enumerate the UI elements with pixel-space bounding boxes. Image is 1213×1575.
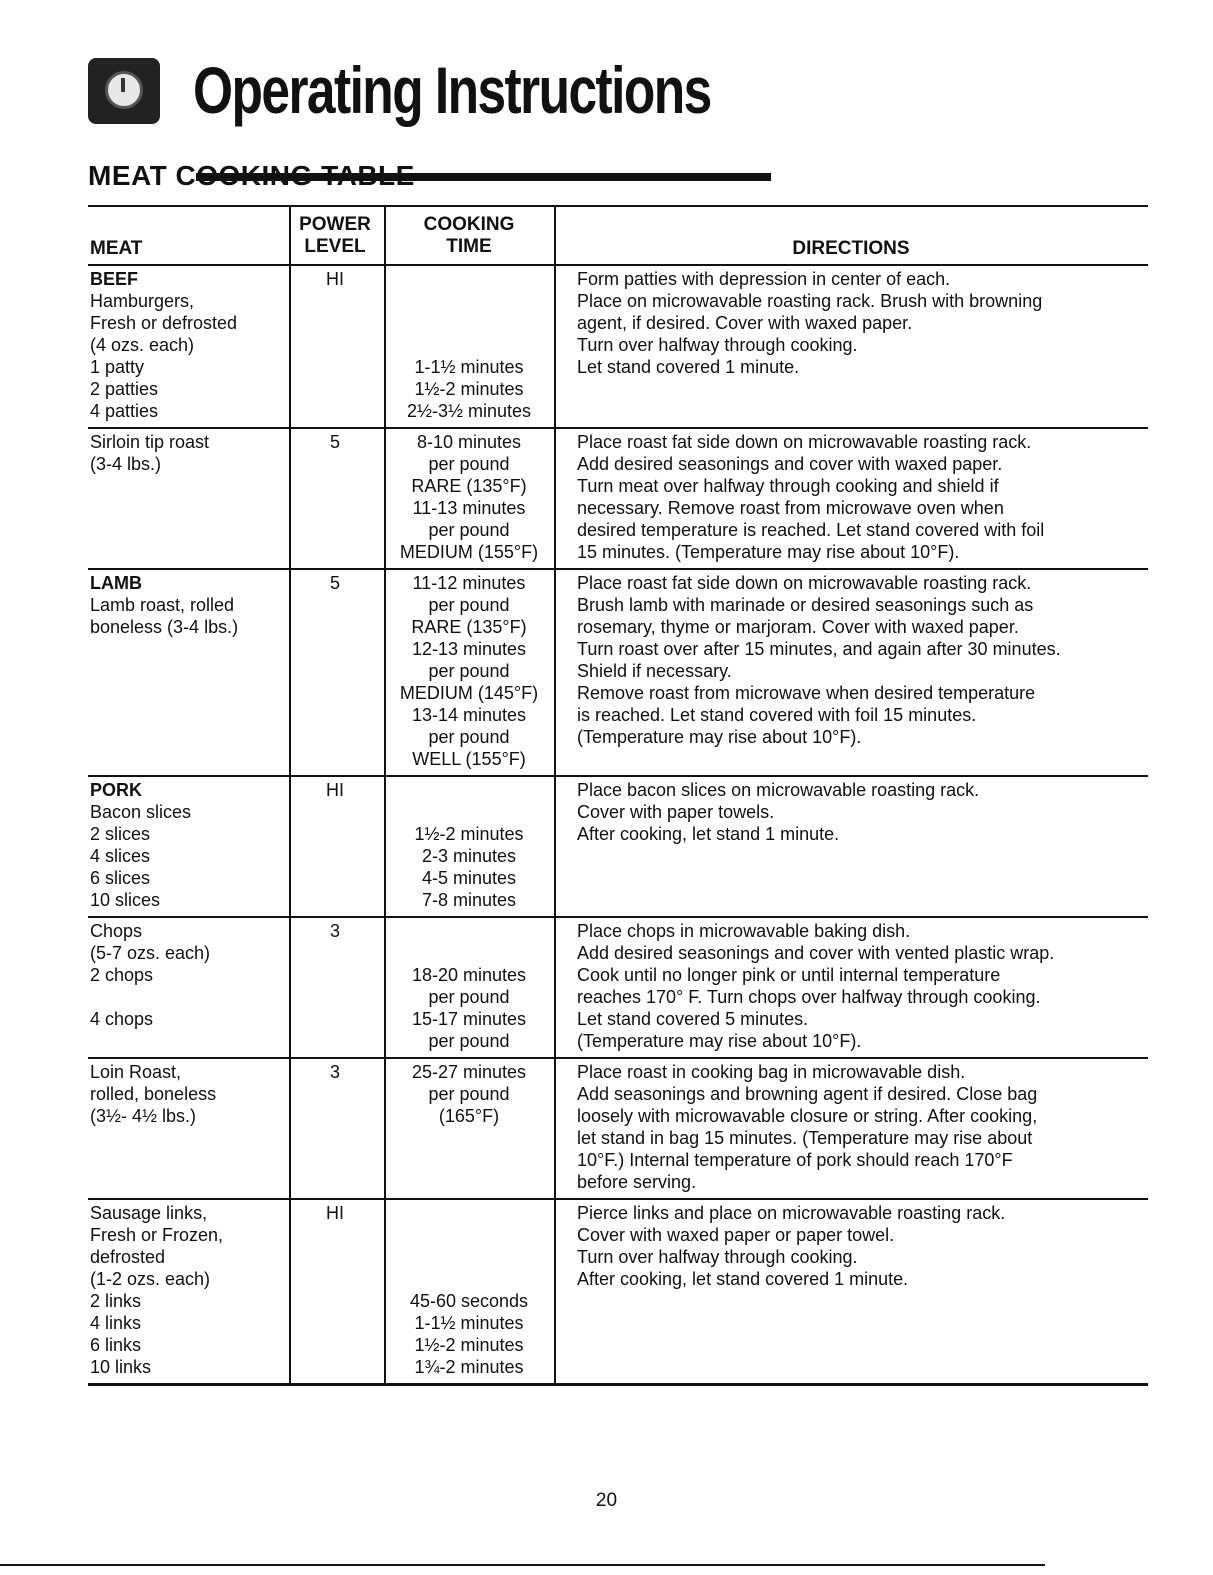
dial-pointer bbox=[121, 78, 125, 92]
cooking-time-cell-line: per pound bbox=[428, 987, 510, 1007]
column-divider bbox=[289, 570, 291, 775]
cooking-time-cell-line: MEDIUM (145°F) bbox=[399, 683, 539, 703]
cooking-time-cell-line: 1½-2 minutes bbox=[414, 379, 524, 399]
meat-cell-line: 4 patties bbox=[90, 401, 159, 421]
cooking-time-cell-line: per pound bbox=[428, 661, 510, 681]
cooking-time-cell-line: per pound bbox=[428, 595, 510, 615]
meat-cell-line: (3-4 lbs.) bbox=[90, 454, 162, 474]
meat-cell-line: Chops bbox=[90, 921, 143, 941]
directions-cell bbox=[577, 1202, 1147, 1290]
directions-cell-line: necessary. Remove roast from microwave oven when bbox=[577, 498, 1004, 518]
directions-cell-line: After cooking, let stand covered 1 minute. bbox=[577, 1269, 909, 1289]
cooking-time-cell-line bbox=[386, 942, 552, 964]
column-divider bbox=[554, 1200, 556, 1383]
directions-cell-line: Turn over halfway through cooking. bbox=[577, 335, 858, 355]
column-divider bbox=[554, 777, 556, 916]
cooking-time-cell-line: 1-1½ minutes bbox=[414, 357, 524, 377]
column-divider bbox=[289, 266, 291, 427]
meat-cell-line: rolled, boneless bbox=[90, 1084, 217, 1104]
meat-cell-line: Hamburgers, bbox=[90, 291, 195, 311]
directions-cell-line: Cook until no longer pink or until internal temperature bbox=[577, 965, 1001, 985]
header-cooking-time bbox=[386, 213, 552, 257]
cooking-time-cell-line bbox=[386, 312, 552, 334]
meat-cell-line: 6 links bbox=[90, 1335, 142, 1355]
directions-cell-line: Cover with paper towels. bbox=[577, 802, 775, 822]
cooking-time-cell-line: 15-17 minutes bbox=[411, 1009, 527, 1029]
meat-cell-line: Sausage links, bbox=[90, 1203, 208, 1223]
directions-cell-line: Remove roast from microwave when desired temperature bbox=[577, 683, 1036, 703]
cooking-time-cell-line bbox=[386, 1246, 552, 1268]
meat-cell-line: PORK bbox=[90, 780, 143, 800]
directions-cell-line: (Temperature may rise about 10°F). bbox=[577, 727, 862, 747]
cooking-time-cell-line bbox=[386, 920, 552, 942]
cooking-time-cell-line: per pound bbox=[428, 454, 510, 474]
meat-cell-line: boneless (3-4 lbs.) bbox=[90, 617, 239, 637]
column-divider bbox=[554, 570, 556, 775]
meat-cell bbox=[90, 268, 285, 422]
meat-cell-line: 2 chops bbox=[90, 965, 154, 985]
directions-cell bbox=[577, 572, 1147, 748]
cooking-time-cell-line: (165°F) bbox=[438, 1106, 500, 1126]
meat-cell-line: defrosted bbox=[90, 1247, 166, 1267]
directions-cell-line: let stand in bag 15 minutes. (Temperature may rise about bbox=[577, 1128, 1033, 1148]
meat-cell-line: Sirloin tip roast bbox=[90, 432, 210, 452]
directions-cell-line: rosemary, thyme or marjoram. Cover with waxed paper. bbox=[577, 617, 1019, 637]
directions-cell-line: Add desired seasonings and cover with waxed paper. bbox=[577, 454, 1003, 474]
directions-cell-line: Place roast in cooking bag in microwavable dish. bbox=[577, 1062, 966, 1082]
meat-cell-line: (1-2 ozs. each) bbox=[90, 1269, 211, 1289]
column-divider bbox=[289, 777, 291, 916]
column-divider bbox=[289, 918, 291, 1057]
power-level-cell-line: 3 bbox=[329, 1062, 340, 1082]
directions-cell bbox=[577, 1061, 1147, 1193]
meat-cell-line: (5-7 ozs. each) bbox=[90, 943, 211, 963]
directions-cell-line: Place roast fat side down on microwavable roasting rack. bbox=[577, 432, 1032, 452]
meat-cell bbox=[90, 779, 285, 911]
power-level-cell-line: HI bbox=[326, 780, 344, 800]
cooking-time-cell-line: 1½-2 minutes bbox=[414, 1335, 524, 1355]
power-level-cell bbox=[288, 1061, 382, 1083]
cooking-time-cell-line: 4-5 minutes bbox=[421, 868, 517, 888]
column-divider bbox=[554, 918, 556, 1057]
directions-cell-line: Add seasonings and browning agent if desired. Close bag bbox=[577, 1084, 1038, 1104]
cooking-time-cell-line bbox=[386, 334, 552, 356]
cooking-time-cell-line: WELL (155°F) bbox=[412, 749, 526, 769]
page-header bbox=[88, 50, 711, 130]
meat-cell-line: 2 patties bbox=[90, 379, 159, 399]
directions-cell-line: Turn over halfway through cooking. bbox=[577, 1247, 858, 1267]
footer-rule bbox=[0, 1564, 1045, 1566]
cooking-time-cell-line: 45-60 seconds bbox=[409, 1291, 529, 1311]
cooking-time-cell-line bbox=[386, 268, 552, 290]
table-row-group bbox=[88, 777, 1148, 918]
table-row-group bbox=[88, 266, 1148, 429]
column-divider bbox=[554, 1059, 556, 1198]
directions-cell-line: (Temperature may rise about 10°F). bbox=[577, 1031, 862, 1051]
table-header bbox=[88, 207, 1148, 266]
column-divider bbox=[289, 207, 291, 264]
header-power-line-2: LEVEL bbox=[304, 236, 366, 257]
column-divider bbox=[384, 1200, 386, 1383]
directions-cell-line: After cooking, let stand 1 minute. bbox=[577, 824, 840, 844]
meat-cell-line: LAMB bbox=[90, 573, 142, 593]
directions-cell-line: Form patties with depression in center of each. bbox=[577, 269, 951, 289]
power-level-cell bbox=[288, 1202, 382, 1224]
column-divider bbox=[384, 266, 386, 427]
cooking-time-cell-line bbox=[386, 779, 552, 801]
cooking-time-cell-line bbox=[386, 1224, 552, 1246]
power-level-cell bbox=[288, 268, 382, 290]
directions-cell-line: Cover with waxed paper or paper towel. bbox=[577, 1225, 895, 1245]
column-divider bbox=[384, 570, 386, 775]
meat-cell-line: BEEF bbox=[90, 269, 139, 289]
cooking-time-cell-line: 11-13 minutes bbox=[412, 498, 526, 518]
directions-cell-line: Pierce links and place on microwavable roasting rack. bbox=[577, 1203, 1006, 1223]
power-level-cell bbox=[288, 572, 382, 594]
cooking-time-cell-line: 1¾-2 minutes bbox=[414, 1357, 524, 1377]
cooking-time-cell bbox=[386, 920, 552, 1052]
cooking-time-cell-line bbox=[386, 290, 552, 312]
power-level-cell bbox=[288, 920, 382, 942]
table-body bbox=[88, 266, 1148, 1383]
column-divider bbox=[384, 1059, 386, 1198]
header-time-line-2: TIME bbox=[446, 236, 492, 257]
cooking-time-cell-line bbox=[386, 801, 552, 823]
column-divider bbox=[289, 1200, 291, 1383]
directions-cell-line: Add desired seasonings and cover with vented plastic wrap. bbox=[577, 943, 1055, 963]
meat-cell-line: 10 links bbox=[90, 1357, 152, 1377]
directions-cell-line: desired temperature is reached. Let stand covered with foil bbox=[577, 520, 1045, 540]
meat-cell-line: 4 links bbox=[90, 1313, 142, 1333]
meat-cell bbox=[90, 920, 285, 1030]
meat-cell bbox=[90, 1061, 285, 1127]
directions-cell-line: before serving. bbox=[577, 1172, 697, 1192]
directions-cell-line: Let stand covered 1 minute. bbox=[577, 357, 800, 377]
directions-cell-line: Place on microwavable roasting rack. Brush with browning bbox=[577, 291, 1043, 311]
cooking-time-cell-line: 1½-2 minutes bbox=[414, 824, 524, 844]
directions-cell-line: Place chops in microwavable baking dish. bbox=[577, 921, 911, 941]
directions-cell-line: Place bacon slices on microwavable roasting rack. bbox=[577, 780, 980, 800]
power-level-cell-line: HI bbox=[326, 1203, 344, 1223]
meat-cell bbox=[90, 1202, 285, 1378]
meat-cell-line: (3½- 4½ lbs.) bbox=[90, 1106, 197, 1126]
power-level-cell-line: 5 bbox=[329, 573, 340, 593]
cooking-time-cell bbox=[386, 572, 552, 770]
meat-cell-line: 4 slices bbox=[90, 846, 151, 866]
cooking-time-cell-line: 12-13 minutes bbox=[411, 639, 527, 659]
cooking-time-cell-line: RARE (135°F) bbox=[411, 476, 527, 496]
directions-cell bbox=[577, 431, 1147, 563]
directions-cell-line: is reached. Let stand covered with foil 15 minutes. bbox=[577, 705, 977, 725]
meat-cell-line: (4 ozs. each) bbox=[90, 335, 195, 355]
cooking-time-cell-line: 7-8 minutes bbox=[421, 890, 517, 910]
meat-cell-line: Lamb roast, rolled bbox=[90, 595, 235, 615]
column-divider bbox=[384, 918, 386, 1057]
column-divider bbox=[554, 266, 556, 427]
directions-cell bbox=[577, 268, 1147, 378]
table-row-group bbox=[88, 1059, 1148, 1200]
directions-cell-line: Brush lamb with marinade or desired seasonings such as bbox=[577, 595, 1034, 615]
directions-cell-line: loosely with microwavable closure or string. After cooking, bbox=[577, 1106, 1038, 1126]
cooking-time-cell bbox=[386, 1202, 552, 1378]
column-divider bbox=[554, 429, 556, 568]
directions-cell-line: Turn roast over after 15 minutes, and again after 30 minutes. bbox=[577, 639, 1061, 659]
cooking-time-cell-line: 11-12 minutes bbox=[412, 573, 526, 593]
column-divider bbox=[289, 1059, 291, 1198]
table-row-group bbox=[88, 429, 1148, 570]
directions-cell-line: Turn meat over halfway through cooking and shield if bbox=[577, 476, 999, 496]
table-row-group bbox=[88, 918, 1148, 1059]
cooking-time-cell-line: per pound bbox=[428, 727, 510, 747]
power-level-cell bbox=[288, 779, 382, 801]
cooking-time-cell-line: RARE (135°F) bbox=[411, 617, 527, 637]
directions-cell bbox=[577, 920, 1147, 1052]
microwave-dial-icon bbox=[88, 58, 160, 124]
header-meat: MEAT bbox=[90, 238, 143, 259]
cooking-time-cell-line: per pound bbox=[428, 1031, 510, 1051]
cooking-time-cell-line: 18-20 minutes bbox=[411, 965, 527, 985]
directions-cell bbox=[577, 779, 1147, 845]
meat-cell-line: Bacon slices bbox=[90, 802, 192, 822]
column-divider bbox=[289, 429, 291, 568]
header-power bbox=[288, 213, 382, 257]
cooking-time-cell bbox=[386, 779, 552, 911]
section-title: MEAT COOKING TABLE bbox=[88, 160, 415, 191]
meat-cooking-table bbox=[88, 205, 1148, 1386]
power-level-cell-line: 3 bbox=[329, 921, 340, 941]
meat-cell bbox=[90, 572, 285, 638]
meat-cell-line: 2 slices bbox=[90, 824, 151, 844]
cooking-time-cell-line bbox=[386, 1268, 552, 1290]
power-level-cell-line: HI bbox=[326, 269, 344, 289]
column-divider bbox=[384, 207, 386, 264]
directions-cell-line: Shield if necessary. bbox=[577, 661, 732, 681]
directions-cell-line: Let stand covered 5 minutes. bbox=[577, 1009, 809, 1029]
cooking-time-cell bbox=[386, 1061, 552, 1127]
cooking-time-cell-line: 25-27 minutes bbox=[411, 1062, 527, 1082]
cooking-time-cell bbox=[386, 268, 552, 422]
column-divider bbox=[384, 777, 386, 916]
cooking-time-cell-line: 8-10 minutes bbox=[416, 432, 522, 452]
page-number: 20 bbox=[595, 1490, 618, 1511]
cooking-time-cell-line: per pound bbox=[428, 1084, 510, 1104]
cooking-time-cell-line: MEDIUM (155°F) bbox=[399, 542, 539, 562]
meat-cell-line: 4 chops bbox=[90, 1009, 154, 1029]
cooking-time-cell-line: 1-1½ minutes bbox=[414, 1313, 524, 1333]
page-title: Operating Instructions bbox=[193, 53, 711, 127]
header-time-line-1: COOKING bbox=[423, 214, 515, 235]
meat-cell-line: Loin Roast, bbox=[90, 1062, 182, 1082]
table-row-group bbox=[88, 570, 1148, 777]
cooking-time-cell-line: per pound bbox=[428, 520, 510, 540]
meat-cell-line: Fresh or defrosted bbox=[90, 313, 238, 333]
meat-cell bbox=[90, 431, 285, 475]
directions-cell-line: reaches 170° F. Turn chops over halfway through cooking. bbox=[577, 987, 1041, 1007]
meat-cell-line: Fresh or Frozen, bbox=[90, 1225, 224, 1245]
meat-cell-line: 10 slices bbox=[90, 890, 161, 910]
cooking-time-cell-line: 2½-3½ minutes bbox=[406, 401, 532, 421]
table-row-group bbox=[88, 1200, 1148, 1383]
cooking-time-cell-line: 2-3 minutes bbox=[421, 846, 517, 866]
directions-cell-line: Place roast fat side down on microwavable roasting rack. bbox=[577, 573, 1032, 593]
directions-cell-line: 15 minutes. (Temperature may rise about 10°F). bbox=[577, 542, 960, 562]
power-level-cell-line: 5 bbox=[329, 432, 340, 452]
header-directions: DIRECTIONS bbox=[792, 238, 910, 259]
header-power-line-1: POWER bbox=[299, 214, 371, 235]
directions-cell-line: agent, if desired. Cover with waxed paper. bbox=[577, 313, 913, 333]
meat-cell-line: 1 patty bbox=[90, 357, 145, 377]
meat-cell-line bbox=[90, 986, 285, 1008]
cooking-time-cell-line: 13-14 minutes bbox=[411, 705, 527, 725]
directions-cell-line: 10°F.) Internal temperature of pork should reach 170°F bbox=[577, 1150, 1013, 1170]
cooking-time-cell-line bbox=[386, 1202, 552, 1224]
meat-cell-line: 2 links bbox=[90, 1291, 142, 1311]
column-divider bbox=[384, 429, 386, 568]
cooking-time-cell bbox=[386, 431, 552, 563]
meat-cell-line: 6 slices bbox=[90, 868, 151, 888]
column-divider bbox=[554, 207, 556, 264]
power-level-cell bbox=[288, 431, 382, 453]
